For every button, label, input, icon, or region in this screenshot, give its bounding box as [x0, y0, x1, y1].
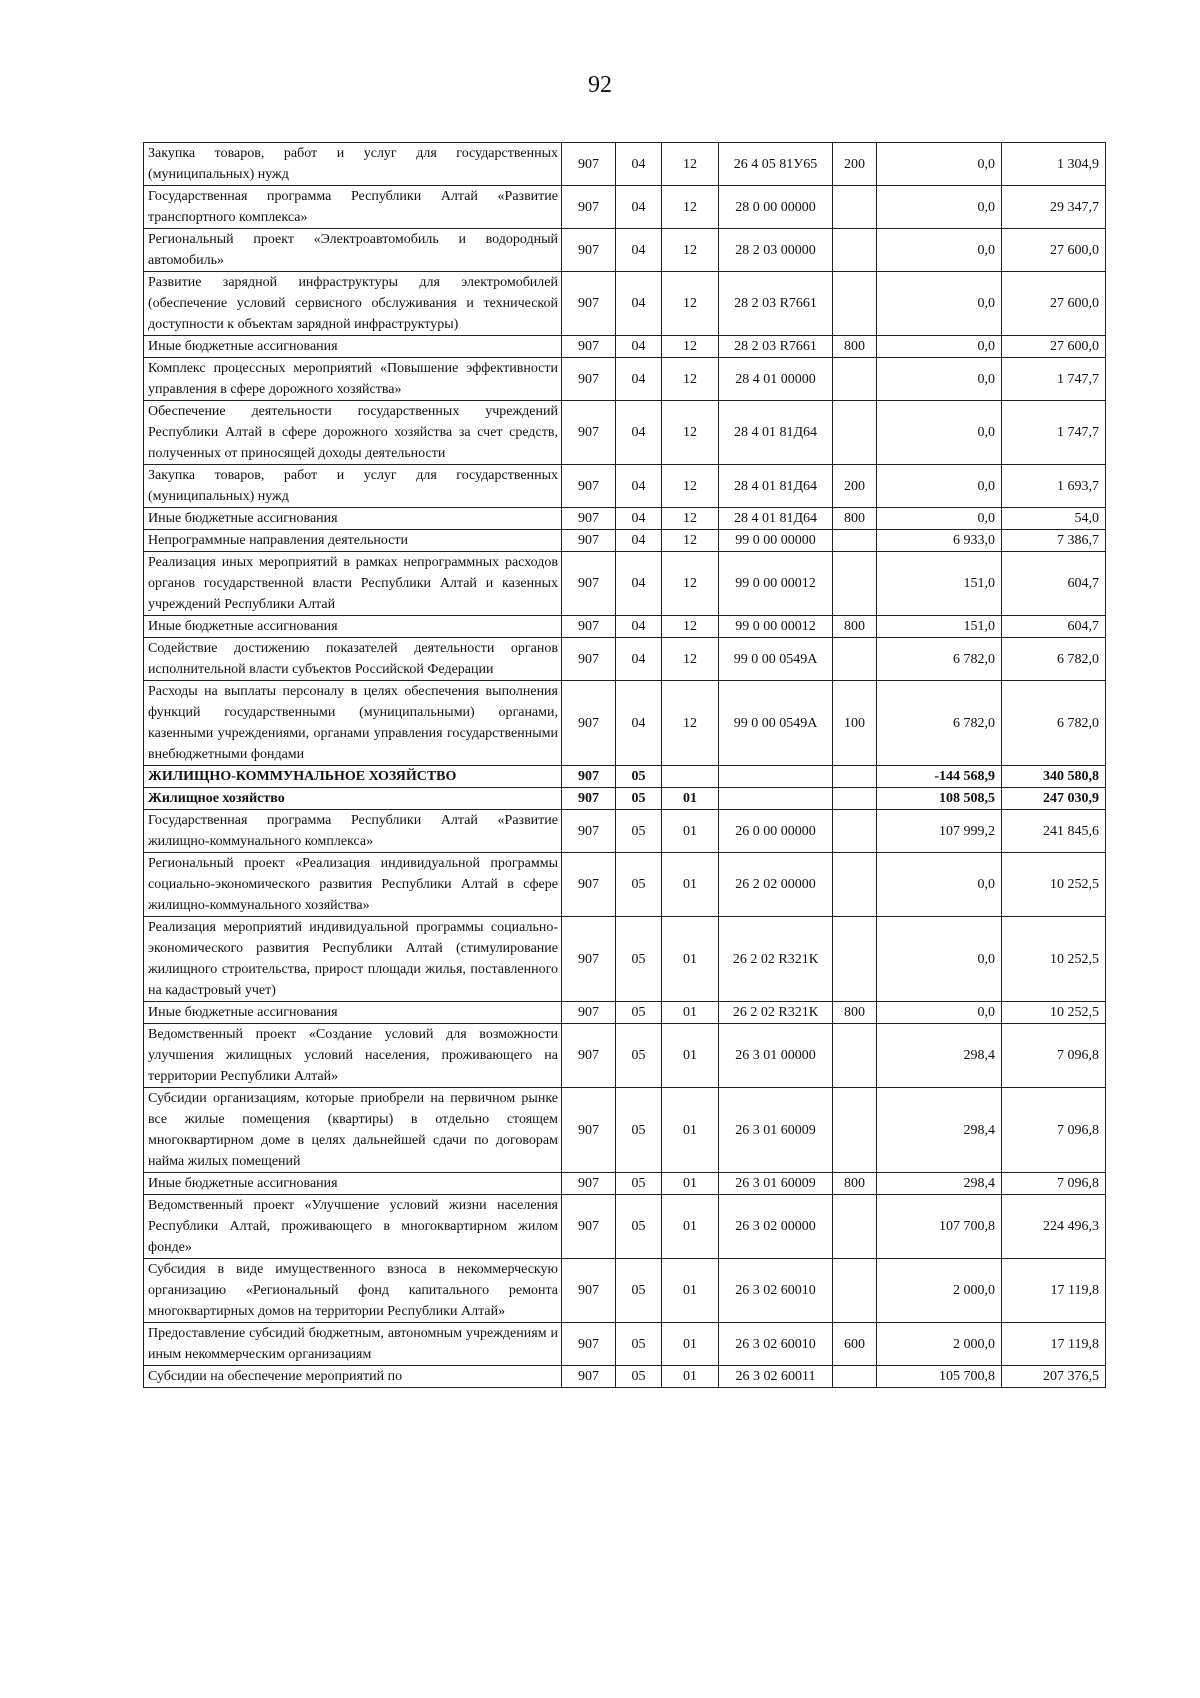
table-row — [144, 336, 1106, 358]
cell-amount-1: 107 700,8 — [877, 1195, 1002, 1259]
table-body — [144, 143, 1106, 1388]
cell-amount-1: 6 782,0 — [877, 638, 1002, 681]
cell-amount-1: 0,0 — [877, 358, 1002, 401]
cell-subsection: 12 — [662, 552, 719, 616]
cell-name: Региональный проект «Электроавтомобиль и водородный автомобиль» — [144, 229, 562, 272]
cell-amount-2: 7 386,7 — [1002, 530, 1106, 552]
cell-section: 04 — [616, 401, 662, 465]
cell-amount-1: -144 568,9 — [877, 766, 1002, 788]
cell-amount-2: 27 600,0 — [1002, 336, 1106, 358]
cell-amount-1: 105 700,8 — [877, 1366, 1002, 1388]
cell-name: Субсидии организациям, которые приобрели на первичном рынке все жилые помещения (квартиры) в отдельно стоящем многоквартирном доме в целях дальнейшей сдачи по договорам найма жилых помещений — [144, 1088, 562, 1173]
cell-section: 05 — [616, 766, 662, 788]
cell-expense-type — [833, 788, 877, 810]
cell-amount-1: 107 999,2 — [877, 810, 1002, 853]
cell-department: 907 — [562, 530, 616, 552]
cell-subsection: 01 — [662, 1323, 719, 1366]
table-row — [144, 530, 1106, 552]
table-row — [144, 917, 1106, 1002]
cell-department: 907 — [562, 358, 616, 401]
cell-name: Комплекс процессных мероприятий «Повышение эффективности управления в сфере дорожного хозяйства» — [144, 358, 562, 401]
cell-department: 907 — [562, 681, 616, 766]
cell-expense-type — [833, 810, 877, 853]
cell-amount-2: 27 600,0 — [1002, 272, 1106, 336]
cell-name: Иные бюджетные ассигнования — [144, 336, 562, 358]
cell-amount-1: 0,0 — [877, 917, 1002, 1002]
cell-expense-type — [833, 1024, 877, 1088]
table-row — [144, 465, 1106, 508]
cell-amount-1: 0,0 — [877, 853, 1002, 917]
cell-target-article: 26 3 02 60011 — [719, 1366, 833, 1388]
cell-section: 04 — [616, 336, 662, 358]
cell-target-article: 99 0 00 0549А — [719, 638, 833, 681]
cell-expense-type — [833, 638, 877, 681]
cell-subsection: 12 — [662, 143, 719, 186]
cell-section: 05 — [616, 1088, 662, 1173]
table-row — [144, 681, 1106, 766]
cell-amount-2: 241 845,6 — [1002, 810, 1106, 853]
cell-name: Государственная программа Республики Алтай «Развитие транспортного комплекса» — [144, 186, 562, 229]
cell-name: Развитие зарядной инфраструктуры для электромобилей (обеспечение условий сервисного обслуживания и технической доступности к объектам зарядной инфраструктуры) — [144, 272, 562, 336]
cell-amount-1: 0,0 — [877, 508, 1002, 530]
cell-expense-type — [833, 401, 877, 465]
cell-department: 907 — [562, 788, 616, 810]
cell-department: 907 — [562, 766, 616, 788]
cell-expense-type — [833, 358, 877, 401]
cell-expense-type — [833, 530, 877, 552]
cell-target-article: 99 0 00 00012 — [719, 552, 833, 616]
cell-target-article: 26 2 02 00000 — [719, 853, 833, 917]
cell-name: Содействие достижению показателей деятельности органов исполнительной власти субъектов Российской Федерации — [144, 638, 562, 681]
cell-department: 907 — [562, 1173, 616, 1195]
cell-expense-type: 600 — [833, 1323, 877, 1366]
cell-department: 907 — [562, 1024, 616, 1088]
table-row — [144, 229, 1106, 272]
cell-subsection: 01 — [662, 1024, 719, 1088]
cell-subsection: 12 — [662, 681, 719, 766]
cell-section: 05 — [616, 1173, 662, 1195]
cell-department: 907 — [562, 1002, 616, 1024]
table-row — [144, 638, 1106, 681]
cell-amount-2: 207 376,5 — [1002, 1366, 1106, 1388]
cell-section: 04 — [616, 229, 662, 272]
cell-target-article: 99 0 00 0549А — [719, 681, 833, 766]
cell-subsection: 12 — [662, 229, 719, 272]
cell-name: Непрограммные направления деятельности — [144, 530, 562, 552]
cell-department: 907 — [562, 229, 616, 272]
cell-target-article: 28 4 01 81Д64 — [719, 508, 833, 530]
cell-department: 907 — [562, 401, 616, 465]
cell-name: Закупка товаров, работ и услуг для государственных (муниципальных) нужд — [144, 465, 562, 508]
cell-subsection: 12 — [662, 508, 719, 530]
cell-name: Реализация мероприятий индивидуальной программы социально-экономического развития Республики Алтай (стимулирование жилищного строительства, прирост площади жилья, поставленного на кадастровый учет) — [144, 917, 562, 1002]
cell-section: 04 — [616, 143, 662, 186]
cell-expense-type — [833, 272, 877, 336]
cell-target-article: 26 3 02 60010 — [719, 1323, 833, 1366]
cell-name: Иные бюджетные ассигнования — [144, 1002, 562, 1024]
table-row — [144, 186, 1106, 229]
cell-amount-2: 17 119,8 — [1002, 1259, 1106, 1323]
cell-name: Субсидии на обеспечение мероприятий по — [144, 1366, 562, 1388]
cell-amount-1: 108 508,5 — [877, 788, 1002, 810]
cell-department: 907 — [562, 1366, 616, 1388]
cell-department: 907 — [562, 465, 616, 508]
cell-amount-1: 298,4 — [877, 1024, 1002, 1088]
cell-subsection: 01 — [662, 1173, 719, 1195]
cell-target-article: 28 2 03 R7661 — [719, 336, 833, 358]
cell-amount-1: 0,0 — [877, 465, 1002, 508]
cell-section: 05 — [616, 853, 662, 917]
cell-expense-type — [833, 917, 877, 1002]
cell-department: 907 — [562, 336, 616, 358]
cell-subsection: 01 — [662, 1195, 719, 1259]
cell-name: ЖИЛИЩНО-КОММУНАЛЬНОЕ ХОЗЯЙСТВО — [144, 766, 562, 788]
cell-target-article: 28 4 01 00000 — [719, 358, 833, 401]
cell-amount-2: 29 347,7 — [1002, 186, 1106, 229]
table-row — [144, 1195, 1106, 1259]
cell-amount-1: 298,4 — [877, 1173, 1002, 1195]
cell-target-article: 28 4 01 81Д64 — [719, 465, 833, 508]
cell-department: 907 — [562, 1323, 616, 1366]
cell-name: Ведомственный проект «Создание условий для возможности улучшения жилищных условий населения, проживающего на территории Республики Алтай» — [144, 1024, 562, 1088]
cell-amount-2: 27 600,0 — [1002, 229, 1106, 272]
cell-target-article: 26 3 01 60009 — [719, 1088, 833, 1173]
cell-expense-type: 800 — [833, 1002, 877, 1024]
cell-section: 04 — [616, 530, 662, 552]
table-row — [144, 508, 1106, 530]
cell-amount-1: 2 000,0 — [877, 1323, 1002, 1366]
cell-expense-type: 100 — [833, 681, 877, 766]
cell-section: 05 — [616, 917, 662, 1002]
cell-amount-1: 298,4 — [877, 1088, 1002, 1173]
cell-subsection: 01 — [662, 1259, 719, 1323]
cell-section: 04 — [616, 465, 662, 508]
cell-amount-2: 6 782,0 — [1002, 681, 1106, 766]
cell-subsection: 01 — [662, 788, 719, 810]
cell-target-article: 26 2 02 R321К — [719, 917, 833, 1002]
cell-target-article — [719, 788, 833, 810]
cell-name: Региональный проект «Реализация индивидуальной программы социально-экономического развития Республики Алтай в сфере жилищно-коммунального хозяйства» — [144, 853, 562, 917]
table-row — [144, 143, 1106, 186]
cell-expense-type — [833, 1088, 877, 1173]
cell-name: Иные бюджетные ассигнования — [144, 616, 562, 638]
cell-subsection: 01 — [662, 810, 719, 853]
cell-department: 907 — [562, 1195, 616, 1259]
cell-amount-2: 247 030,9 — [1002, 788, 1106, 810]
cell-subsection: 01 — [662, 917, 719, 1002]
table-row — [144, 1366, 1106, 1388]
cell-subsection: 12 — [662, 336, 719, 358]
table-row — [144, 1024, 1106, 1088]
cell-amount-1: 6 782,0 — [877, 681, 1002, 766]
cell-name: Ведомственный проект «Улучшение условий жизни населения Республики Алтай, проживающего в многоквартирном жилом фонде» — [144, 1195, 562, 1259]
table-row — [144, 1173, 1106, 1195]
cell-department: 907 — [562, 1088, 616, 1173]
cell-amount-1: 0,0 — [877, 143, 1002, 186]
cell-subsection: 01 — [662, 1366, 719, 1388]
cell-section: 04 — [616, 552, 662, 616]
cell-amount-2: 604,7 — [1002, 616, 1106, 638]
cell-subsection: 12 — [662, 186, 719, 229]
cell-section: 04 — [616, 272, 662, 336]
cell-amount-2: 340 580,8 — [1002, 766, 1106, 788]
cell-name: Жилищное хозяйство — [144, 788, 562, 810]
cell-department: 907 — [562, 508, 616, 530]
table-row — [144, 272, 1106, 336]
cell-name: Обеспечение деятельности государственных учреждений Республики Алтай в сфере дорожного хозяйства за счет средств, полученных от приносящей доходы деятельности — [144, 401, 562, 465]
cell-subsection: 01 — [662, 853, 719, 917]
cell-department: 907 — [562, 853, 616, 917]
cell-department: 907 — [562, 1259, 616, 1323]
cell-amount-2: 10 252,5 — [1002, 917, 1106, 1002]
table-row — [144, 552, 1106, 616]
cell-department: 907 — [562, 810, 616, 853]
cell-name: Государственная программа Республики Алтай «Развитие жилищно-коммунального комплекса» — [144, 810, 562, 853]
cell-subsection: 01 — [662, 1002, 719, 1024]
cell-amount-2: 224 496,3 — [1002, 1195, 1106, 1259]
cell-subsection: 12 — [662, 358, 719, 401]
cell-amount-2: 6 782,0 — [1002, 638, 1106, 681]
cell-amount-2: 7 096,8 — [1002, 1173, 1106, 1195]
cell-name: Субсидия в виде имущественного взноса в некоммерческую организацию «Региональный фонд капитального ремонта многоквартирных домов на территории Республики Алтай» — [144, 1259, 562, 1323]
cell-expense-type — [833, 186, 877, 229]
cell-target-article: 26 3 02 00000 — [719, 1195, 833, 1259]
cell-target-article: 28 0 00 00000 — [719, 186, 833, 229]
cell-amount-2: 10 252,5 — [1002, 853, 1106, 917]
cell-target-article: 26 4 05 81У65 — [719, 143, 833, 186]
cell-subsection: 01 — [662, 1088, 719, 1173]
table-row — [144, 401, 1106, 465]
table-row — [144, 616, 1106, 638]
cell-subsection: 12 — [662, 401, 719, 465]
cell-expense-type — [833, 766, 877, 788]
cell-section: 04 — [616, 681, 662, 766]
cell-subsection: 12 — [662, 530, 719, 552]
cell-subsection — [662, 766, 719, 788]
table-row — [144, 1323, 1106, 1366]
cell-amount-2: 1 747,7 — [1002, 401, 1106, 465]
table-row — [144, 788, 1106, 810]
cell-target-article: 28 4 01 81Д64 — [719, 401, 833, 465]
cell-section: 04 — [616, 358, 662, 401]
table-row — [144, 766, 1106, 788]
cell-target-article: 99 0 00 00000 — [719, 530, 833, 552]
cell-amount-2: 1 304,9 — [1002, 143, 1106, 186]
cell-department: 907 — [562, 272, 616, 336]
cell-name: Реализация иных мероприятий в рамках непрограммных расходов органов государственной власти Республики Алтай и казенных учреждений Республики Алтай — [144, 552, 562, 616]
cell-amount-2: 7 096,8 — [1002, 1088, 1106, 1173]
cell-department: 907 — [562, 917, 616, 1002]
cell-section: 04 — [616, 186, 662, 229]
cell-department: 907 — [562, 143, 616, 186]
cell-subsection: 12 — [662, 272, 719, 336]
cell-amount-1: 0,0 — [877, 401, 1002, 465]
cell-amount-1: 6 933,0 — [877, 530, 1002, 552]
cell-target-article: 28 2 03 R7661 — [719, 272, 833, 336]
cell-subsection: 12 — [662, 638, 719, 681]
cell-expense-type — [833, 1366, 877, 1388]
cell-expense-type: 200 — [833, 143, 877, 186]
cell-subsection: 12 — [662, 616, 719, 638]
cell-target-article: 99 0 00 00012 — [719, 616, 833, 638]
cell-name: Предоставление субсидий бюджетным, автономным учреждениям и иным некоммерческим организациям — [144, 1323, 562, 1366]
cell-amount-1: 151,0 — [877, 552, 1002, 616]
cell-amount-2: 1 747,7 — [1002, 358, 1106, 401]
table-row — [144, 1088, 1106, 1173]
cell-expense-type: 800 — [833, 508, 877, 530]
cell-expense-type — [833, 1195, 877, 1259]
cell-expense-type — [833, 1259, 877, 1323]
cell-target-article: 26 0 00 00000 — [719, 810, 833, 853]
cell-department: 907 — [562, 186, 616, 229]
cell-name: Иные бюджетные ассигнования — [144, 508, 562, 530]
cell-section: 05 — [616, 1002, 662, 1024]
cell-section: 05 — [616, 1366, 662, 1388]
cell-department: 907 — [562, 552, 616, 616]
cell-amount-2: 604,7 — [1002, 552, 1106, 616]
table-row — [144, 1259, 1106, 1323]
cell-subsection: 12 — [662, 465, 719, 508]
cell-expense-type — [833, 229, 877, 272]
cell-name: Иные бюджетные ассигнования — [144, 1173, 562, 1195]
cell-section: 05 — [616, 1024, 662, 1088]
cell-expense-type: 800 — [833, 616, 877, 638]
cell-department: 907 — [562, 616, 616, 638]
cell-expense-type: 200 — [833, 465, 877, 508]
cell-amount-1: 0,0 — [877, 336, 1002, 358]
cell-amount-2: 17 119,8 — [1002, 1323, 1106, 1366]
cell-expense-type: 800 — [833, 1173, 877, 1195]
table-row — [144, 853, 1106, 917]
cell-section: 04 — [616, 638, 662, 681]
cell-section: 05 — [616, 1323, 662, 1366]
cell-amount-2: 1 693,7 — [1002, 465, 1106, 508]
cell-amount-1: 151,0 — [877, 616, 1002, 638]
cell-amount-2: 7 096,8 — [1002, 1024, 1106, 1088]
cell-section: 04 — [616, 508, 662, 530]
cell-department: 907 — [562, 638, 616, 681]
cell-amount-2: 54,0 — [1002, 508, 1106, 530]
cell-target-article: 26 3 01 00000 — [719, 1024, 833, 1088]
cell-amount-1: 0,0 — [877, 272, 1002, 336]
cell-expense-type — [833, 853, 877, 917]
budget-table — [143, 142, 1106, 1388]
cell-target-article: 26 3 01 60009 — [719, 1173, 833, 1195]
cell-amount-1: 2 000,0 — [877, 1259, 1002, 1323]
cell-target-article: 26 2 02 R321К — [719, 1002, 833, 1024]
cell-section: 05 — [616, 788, 662, 810]
table-row — [144, 1002, 1106, 1024]
cell-amount-1: 0,0 — [877, 1002, 1002, 1024]
cell-target-article: 26 3 02 60010 — [719, 1259, 833, 1323]
cell-target-article — [719, 766, 833, 788]
cell-name: Расходы на выплаты персоналу в целях обеспечения выполнения функций государственными (муниципальными) органами, казенными учреждениями, органами управления государственными внебюджетными фондами — [144, 681, 562, 766]
cell-section: 05 — [616, 1259, 662, 1323]
cell-section: 04 — [616, 616, 662, 638]
cell-target-article: 28 2 03 00000 — [719, 229, 833, 272]
cell-name: Закупка товаров, работ и услуг для государственных (муниципальных) нужд — [144, 143, 562, 186]
cell-amount-2: 10 252,5 — [1002, 1002, 1106, 1024]
cell-expense-type: 800 — [833, 336, 877, 358]
cell-amount-1: 0,0 — [877, 229, 1002, 272]
table-row — [144, 810, 1106, 853]
cell-section: 05 — [616, 810, 662, 853]
page-number: 92 — [588, 72, 612, 98]
cell-section: 05 — [616, 1195, 662, 1259]
cell-expense-type — [833, 552, 877, 616]
cell-amount-1: 0,0 — [877, 186, 1002, 229]
table-row — [144, 358, 1106, 401]
